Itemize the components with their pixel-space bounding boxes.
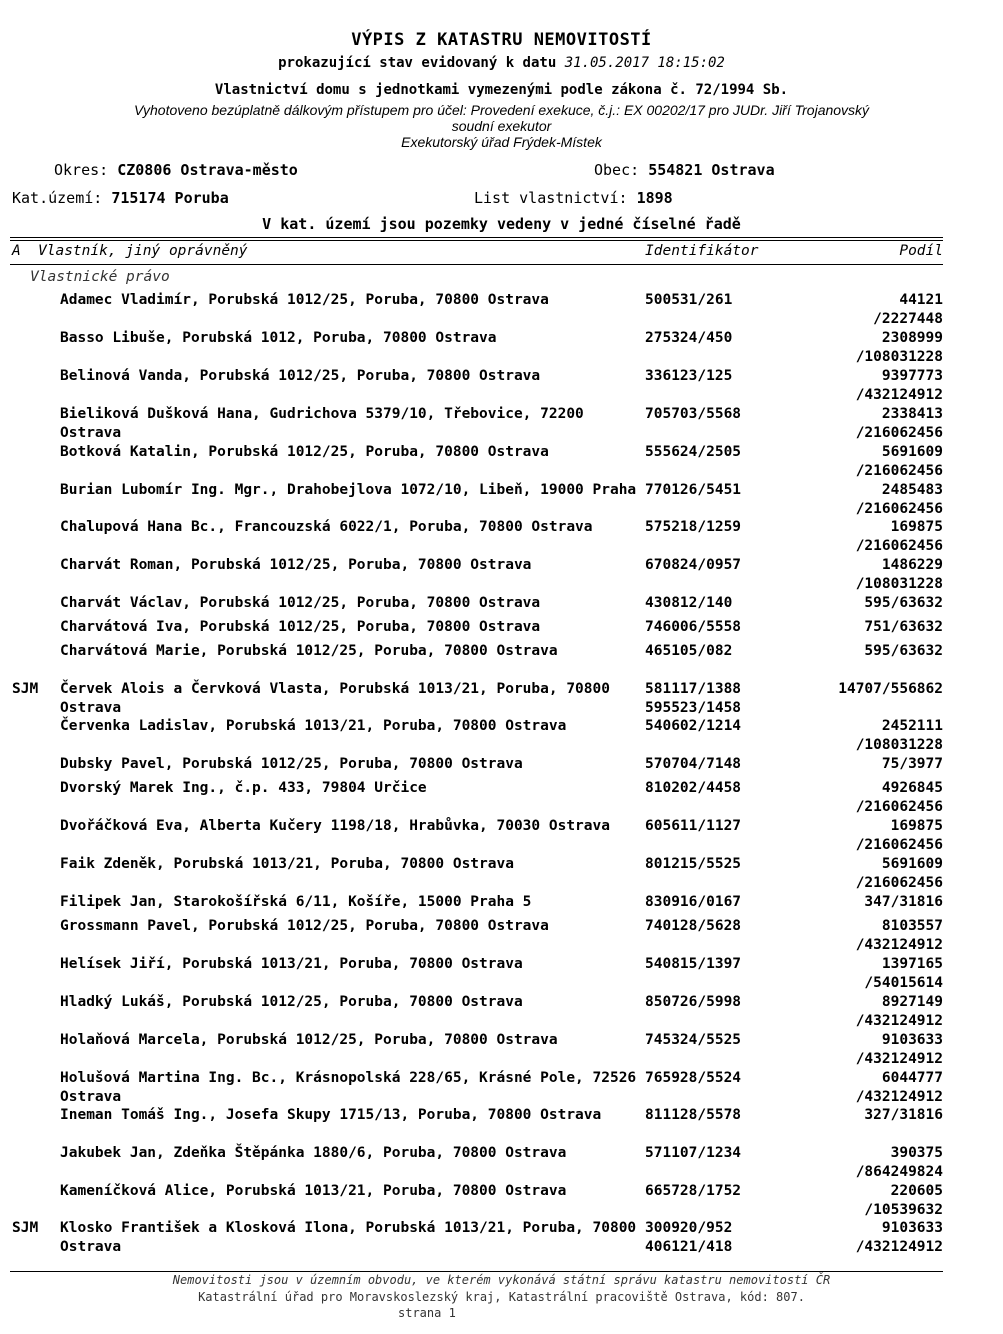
- owner-name: Charvátová Iva, Porubská 1012/25, Poruba, 70800 Ostrava: [60, 619, 541, 635]
- ownership-flag: SJM: [12, 1220, 39, 1236]
- owner-name: Klosko František a Klosková Ilona, Porubská 1013/21, Poruba, 70800 Ostrava: [60, 1220, 637, 1255]
- owner-identifier: 465105/082: [645, 643, 733, 659]
- owner-name: Belinová Vanda, Porubská 1012/25, Poruba, 70800 Ostrava: [60, 368, 541, 384]
- owner-name: Charvát Roman, Porubská 1012/25, Poruba, 70800 Ostrava: [60, 557, 532, 573]
- owner-identifier: 540815/1397: [645, 956, 742, 972]
- owner-identifier: 801215/5525: [645, 856, 742, 872]
- owner-identifier: 336123/125: [645, 368, 733, 384]
- owner-identifier: 430812/140: [645, 595, 733, 611]
- owner-name: Faik Zdeněk, Porubská 1013/21, Poruba, 70800 Ostrava: [60, 856, 514, 872]
- owner-identifier: 670824/0957: [645, 557, 742, 573]
- owner-name: Holušová Martina Ing. Bc., Krásnopolská 228/65, Krásné Pole, 72526 Ostrava: [60, 1070, 637, 1105]
- owner-name: Botková Katalin, Porubská 1012/25, Poruba, 70800 Ostrava: [60, 444, 549, 460]
- owner-identifier: 740128/5628: [645, 918, 742, 934]
- owner-share: 595/63632: [864, 595, 943, 611]
- owner-identifier: 571107/1234: [645, 1145, 742, 1161]
- owner-share: 9397773 /432124912: [855, 368, 943, 403]
- owner-share: 751/63632: [864, 619, 943, 635]
- owner-identifier: 665728/1752: [645, 1183, 742, 1199]
- katuzemi-value: 715174 Poruba: [111, 189, 229, 207]
- katuzemi-label: Kat.území:: [12, 189, 103, 207]
- okres-label: Okres:: [54, 161, 109, 179]
- owner-identifier: 570704/7148: [645, 756, 742, 772]
- owner-identifier: 850726/5998: [645, 994, 742, 1010]
- ownership-flag: SJM: [12, 681, 39, 697]
- owner-share: 8927149 /432124912: [855, 994, 943, 1029]
- status-line: [0, 55, 1003, 71]
- purpose-line-1: Vyhotoveno bezúplatně dálkovým přístupem pro účel: Provedení exekuce, č.j.: EX 00202/17 pro JUDr. Jiří Trojanovský: [133, 102, 870, 118]
- owner-name: Červek Alois a Červková Vlasta, Porubská 1013/21, Poruba, 70800 Ostrava: [60, 681, 610, 716]
- owner-identifier: 575218/1259: [645, 519, 742, 535]
- owner-share: 390375 /864249824: [855, 1145, 943, 1180]
- footer-line-1: Nemovitosti jsou v územním obvodu, ve kterém vykonává státní správu katastru nemovitostí ČR: [172, 1273, 831, 1287]
- purpose-line-3: Exekutorský úřad Frýdek-Místek: [401, 134, 602, 150]
- owner-share: 220605 /10539632: [864, 1183, 943, 1218]
- owner-name: Červenka Ladislav, Porubská 1013/21, Poruba, 70800 Ostrava: [60, 718, 567, 734]
- owner-name: Charvátová Marie, Porubská 1012/25, Poruba, 70800 Ostrava: [60, 643, 558, 659]
- owner-identifier: 540602/1214: [645, 718, 742, 734]
- owner-share: 1397165 /54015614: [864, 956, 943, 991]
- owner-name: Burian Lubomír Ing. Mgr., Drahobejlova 1072/10, Libeň, 19000 Praha: [60, 482, 637, 498]
- owner-identifier: 555624/2505: [645, 444, 742, 460]
- owner-share: 4926845 /216062456: [855, 780, 943, 815]
- owner-identifier: 770126/5451: [645, 482, 742, 498]
- okres-field: [54, 161, 298, 179]
- table-top-rule: [10, 237, 943, 238]
- okres-value: CZ0806 Ostrava-město: [117, 161, 298, 179]
- owner-name: Helísek Jiří, Porubská 1013/21, Poruba, 70800 Ostrava: [60, 956, 523, 972]
- page-number: strana 1: [398, 1306, 456, 1320]
- obec-label: Obec:: [594, 161, 640, 179]
- owner-name: Adamec Vladimír, Porubská 1012/25, Poruba, 70800 Ostrava: [60, 292, 549, 308]
- list-value: 1898: [636, 189, 673, 207]
- col-a-header: A: [12, 243, 21, 259]
- obec-field: [594, 161, 775, 179]
- owner-share: 1486229 /108031228: [855, 557, 943, 592]
- owner-identifier: 500531/261: [645, 292, 733, 308]
- owner-share: 75/3977: [881, 756, 943, 772]
- owner-share: 9103633 /432124912: [855, 1032, 943, 1067]
- owner-identifier: 765928/5524: [645, 1070, 742, 1086]
- owner-share: 5691609 /216062456: [855, 444, 943, 479]
- owner-name: Bieliková Dušková Hana, Gudrichova 5379/10, Třebovice, 72200 Ostrava: [60, 406, 584, 441]
- owner-share: 327/31816: [864, 1107, 943, 1123]
- obec-value: 554821 Ostrava: [648, 161, 775, 179]
- table-header-rule: [10, 264, 943, 265]
- owner-share: 2485483 /216062456: [855, 482, 943, 517]
- ownership-type: Vlastnictví domu s jednotkami vymezenými podle zákona č. 72/1994 Sb.: [214, 82, 789, 98]
- owner-share: 2338413 /216062456: [855, 406, 943, 441]
- owner-identifier: 300920/952 406121/418: [645, 1220, 733, 1255]
- owner-identifier: 811128/5578: [645, 1107, 742, 1123]
- owner-name: Jakubek Jan, Zdeňka Štěpánka 1880/6, Poruba, 70800 Ostrava: [60, 1145, 567, 1161]
- owner-name: Dvořáčková Eva, Alberta Kučery 1198/18, Hrabůvka, 70030 Ostrava: [60, 818, 610, 834]
- owner-share: 169875 /216062456: [855, 818, 943, 853]
- owner-share: 5691609 /216062456: [855, 856, 943, 891]
- owner-name: Grossmann Pavel, Porubská 1012/25, Poruba, 70800 Ostrava: [60, 918, 549, 934]
- owner-name: Dvorský Marek Ing., č.p. 433, 79804 Určice: [60, 780, 427, 796]
- owner-share: 2308999 /108031228: [855, 330, 943, 365]
- series-note: V kat. území jsou pozemky vedeny v jedné číselné řadě: [262, 215, 741, 233]
- owner-share: 595/63632: [864, 643, 943, 659]
- owner-name: Charvát Václav, Porubská 1012/25, Poruba, 70800 Ostrava: [60, 595, 541, 611]
- owner-name: Hladký Lukáš, Porubská 1012/25, Poruba, 70800 Ostrava: [60, 994, 523, 1010]
- owner-share: 2452111 /108031228: [855, 718, 943, 753]
- footer-line-2: Katastrální úřad pro Moravskoslezský kraj, Katastrální pracoviště Ostrava, kód: 807.: [198, 1290, 805, 1304]
- status-prefix: prokazující stav evidovaný k datu: [278, 55, 557, 71]
- document-title: VÝPIS Z KATASTRU NEMOVITOSTÍ: [351, 30, 652, 50]
- owner-share: 8103557 /432124912: [855, 918, 943, 953]
- owner-share: 347/31816: [864, 894, 943, 910]
- owner-share: 9103633 /432124912: [855, 1220, 943, 1255]
- owner-share: 6044777 /432124912: [855, 1070, 943, 1105]
- table-top-rule-2: [10, 240, 943, 241]
- owner-identifier: 275324/450: [645, 330, 733, 346]
- owner-name: Holaňová Marcela, Porubská 1012/25, Poruba, 70800 Ostrava: [60, 1032, 558, 1048]
- owner-name: Chalupová Hana Bc., Francouzská 6022/1, Poruba, 70800 Ostrava: [60, 519, 593, 535]
- owner-name: Dubsky Pavel, Porubská 1012/25, Poruba, 70800 Ostrava: [60, 756, 523, 772]
- owner-identifier: 745324/5525: [645, 1032, 742, 1048]
- col-id-header: Identifikátor: [645, 243, 759, 259]
- owner-identifier: 810202/4458: [645, 780, 742, 796]
- owner-share: 169875 /216062456: [855, 519, 943, 554]
- purpose-line-2: soudní exekutor: [451, 118, 552, 134]
- owner-identifier: 705703/5568: [645, 406, 742, 422]
- list-label: List vlastnictví:: [474, 189, 628, 207]
- owner-name: Ineman Tomáš Ing., Josefa Skupy 1715/13, Poruba, 70800 Ostrava: [60, 1107, 602, 1123]
- owner-name: Kameníčková Alice, Porubská 1013/21, Poruba, 70800 Ostrava: [60, 1183, 567, 1199]
- owner-identifier: 605611/1127: [645, 818, 742, 834]
- owner-identifier: 746006/5558: [645, 619, 742, 635]
- col-share-header: Podíl: [899, 243, 943, 259]
- footer-rule: [10, 1271, 943, 1272]
- owner-name: Filipek Jan, Starokošířská 6/11, Košíře, 15000 Praha 5: [60, 894, 532, 910]
- list-field: [474, 189, 673, 207]
- status-date: 31.05.2017 18:15:02: [564, 55, 725, 71]
- owner-share: 14707/556862: [838, 681, 943, 697]
- owner-identifier: 830916/0167: [645, 894, 742, 910]
- owner-name: Basso Libuše, Porubská 1012, Poruba, 70800 Ostrava: [60, 330, 497, 346]
- katuzemi-field: [12, 189, 229, 207]
- owner-share: 44121 /2227448: [873, 292, 943, 327]
- owner-identifier: 581117/1388 595523/1458: [645, 681, 742, 716]
- section-label: Vlastnické právo: [30, 269, 170, 285]
- col-owner-header: Vlastník, jiný oprávněný: [38, 243, 248, 259]
